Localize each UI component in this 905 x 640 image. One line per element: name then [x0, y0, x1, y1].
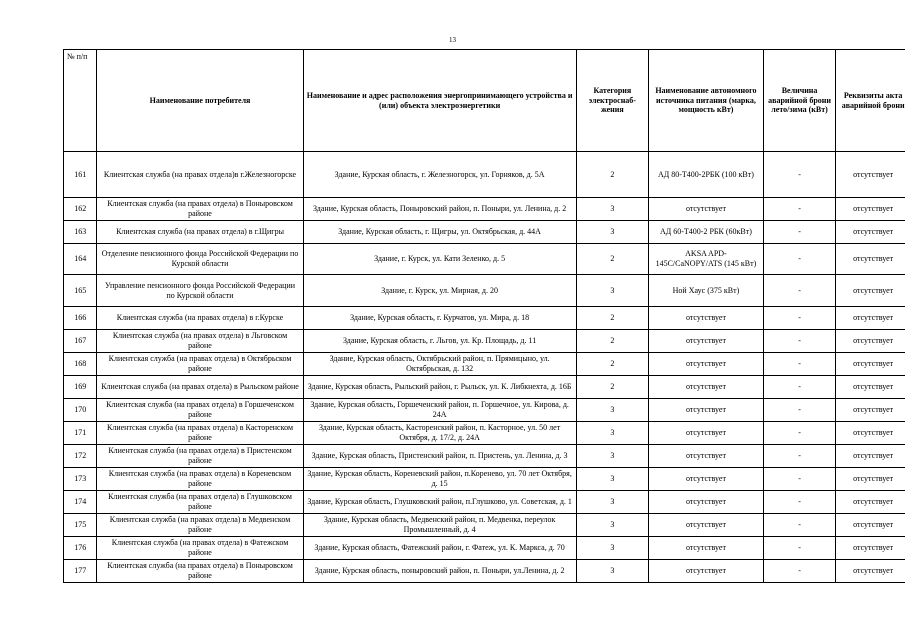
supply-category: 2 [576, 152, 648, 198]
power-source: АД 60-Т400-2 РБК (60кВт) [649, 221, 764, 244]
header-reserve: Величина аварийной брони лето/зима (кВт) [763, 50, 835, 152]
row-number: 172 [64, 445, 97, 468]
consumer-name: Клиентская служба (на правах отдела) в Поныровском районе [97, 198, 303, 221]
power-source: отсутствует [649, 376, 764, 399]
row-number: 166 [64, 307, 97, 330]
reserve-act-details: отсутствует [836, 307, 905, 330]
object-address: Здание, Курская область, г. Щигры, ул. Октябрьская, д. 44А [303, 221, 576, 244]
reserve-act-details: отсутствует [836, 198, 905, 221]
consumer-name: Клиентская служба (на правах отдела) в Кореневском районе [97, 468, 303, 491]
emergency-reserve: - [763, 221, 835, 244]
row-number: 176 [64, 537, 97, 560]
consumer-registry-table [63, 49, 905, 583]
row-number: 168 [64, 353, 97, 376]
power-source: отсутствует [649, 537, 764, 560]
emergency-reserve: - [763, 198, 835, 221]
power-source: отсутствует [649, 353, 764, 376]
table-row [64, 307, 905, 330]
power-source: отсутствует [649, 445, 764, 468]
consumer-name: Клиентская служба (на правах отдела)в г.Железногорске [97, 152, 303, 198]
row-number: 163 [64, 221, 97, 244]
consumer-name: Клиентская служба (на правах отдела) в Октябрьском районе [97, 353, 303, 376]
supply-category: 3 [576, 198, 648, 221]
table-row [64, 244, 905, 275]
consumer-name: Клиентская служба (на правах отдела) в Касторенском районе [97, 422, 303, 445]
reserve-act-details: отсутствует [836, 537, 905, 560]
emergency-reserve: - [763, 307, 835, 330]
emergency-reserve: - [763, 468, 835, 491]
row-number: 177 [64, 560, 97, 583]
consumer-name: Клиентская служба (на правах отдела) в Фатежском районе [97, 537, 303, 560]
object-address: Здание, Курская область, Рыльский район, г. Рыльск, ул. К. Либкнехта, д. 16Б [303, 376, 576, 399]
emergency-reserve: - [763, 353, 835, 376]
row-number: 174 [64, 491, 97, 514]
object-address: Здание, Курская область, г. Льгов, ул. Кр. Площадь, д. 11 [303, 330, 576, 353]
object-address: Здание, Курская область, Касторенский район, п. Касторное, ул. 50 лет Октября, д. 17/2, д. 24А [303, 422, 576, 445]
header-act: Реквизиты акта аварийной брони [836, 50, 905, 152]
object-address: Здание, Курская область, г. Железногорск, ул. Горняков, д. 5А [303, 152, 576, 198]
reserve-act-details: отсутствует [836, 560, 905, 583]
supply-category: 3 [576, 468, 648, 491]
supply-category: 2 [576, 376, 648, 399]
object-address: Здание, Курская область, Фатежский район, г. Фатеж, ул. К. Маркса, д. 70 [303, 537, 576, 560]
page-number: 13 [449, 36, 456, 44]
table-row [64, 198, 905, 221]
consumer-name: Клиентская служба (на правах отдела) в Глушковском районе [97, 491, 303, 514]
supply-category: 2 [576, 330, 648, 353]
object-address: Здание, Курская область, поныровский район, п. Поныри, ул.Ленина, д. 2 [303, 560, 576, 583]
power-source: Ной Хаус (375 кВт) [649, 275, 764, 307]
table-row [64, 152, 905, 198]
consumer-name: Клиентская служба (на правах отдела) в г.Курске [97, 307, 303, 330]
row-number: 167 [64, 330, 97, 353]
supply-category: 3 [576, 275, 648, 307]
power-source: АД 80-Т400-2РБК (100 кВт) [649, 152, 764, 198]
row-number: 173 [64, 468, 97, 491]
object-address: Здание, Курская область, г. Курчатов, ул. Мира, д. 18 [303, 307, 576, 330]
row-number: 161 [64, 152, 97, 198]
emergency-reserve: - [763, 422, 835, 445]
header-number: № п/п [64, 50, 97, 152]
emergency-reserve: - [763, 537, 835, 560]
supply-category: 3 [576, 221, 648, 244]
table-row [64, 560, 905, 583]
supply-category: 3 [576, 514, 648, 537]
table-row [64, 422, 905, 445]
table-row [64, 468, 905, 491]
object-address: Здание, Курская область, Медвенский район, п. Медвенка, переулок Промышленный, д. 4 [303, 514, 576, 537]
object-address: Здание, Курская область, Горшеченский район, п. Горшечное, ул. Кирова, д. 24А [303, 399, 576, 422]
table-row [64, 537, 905, 560]
table-row [64, 221, 905, 244]
consumer-name: Клиентская служба (на правах отдела) в Горшеченском районе [97, 399, 303, 422]
reserve-act-details: отсутствует [836, 353, 905, 376]
supply-category: 3 [576, 491, 648, 514]
consumer-name: Клиентская служба (на правах отдела) в Пристенском районе [97, 445, 303, 468]
consumer-name: Клиентская служба (на правах отдела) в Медвенском районе [97, 514, 303, 537]
reserve-act-details: отсутствует [836, 445, 905, 468]
supply-category: 2 [576, 244, 648, 275]
reserve-act-details: отсутствует [836, 399, 905, 422]
object-address: Здание, Курская область, Октябрьский район, п. Прямицыно, ул. Октябрьская, д. 132 [303, 353, 576, 376]
reserve-act-details: отсутствует [836, 468, 905, 491]
header-address: Наименование и адрес расположения энергопринимающего устройства и (или) объекта электроэнергетики [303, 50, 576, 152]
table-header [64, 50, 905, 152]
emergency-reserve: - [763, 560, 835, 583]
consumer-name: Отделение пенсионного фонда Российской Федерации по Курской области [97, 244, 303, 275]
supply-category: 3 [576, 560, 648, 583]
emergency-reserve: - [763, 514, 835, 537]
table-row [64, 275, 905, 307]
emergency-reserve: - [763, 152, 835, 198]
reserve-act-details: отсутствует [836, 152, 905, 198]
reserve-act-details: отсутствует [836, 422, 905, 445]
table-row [64, 330, 905, 353]
power-source: отсутствует [649, 560, 764, 583]
header-source: Наименование автономного источника питания (марка, мощность кВт) [649, 50, 764, 152]
reserve-act-details: отсутствует [836, 275, 905, 307]
header-consumer: Наименование потребителя [97, 50, 303, 152]
emergency-reserve: - [763, 244, 835, 275]
emergency-reserve: - [763, 275, 835, 307]
row-number: 162 [64, 198, 97, 221]
row-number: 171 [64, 422, 97, 445]
table-row [64, 399, 905, 422]
supply-category: 3 [576, 399, 648, 422]
object-address: Здание, Курская область, Глушковский район, п.Глушково, ул. Советская, д. 1 [303, 491, 576, 514]
table-row [64, 376, 905, 399]
object-address: Здание, Курская область, Пристенский район, п. Пристень, ул. Ленина, д. 3 [303, 445, 576, 468]
object-address: Здание, Курская область, Кореневский район, п.Коренево, ул. 70 лет Октября, д. 15 [303, 468, 576, 491]
supply-category: 3 [576, 537, 648, 560]
reserve-act-details: отсутствует [836, 376, 905, 399]
power-source: отсутствует [649, 491, 764, 514]
reserve-act-details: отсутствует [836, 491, 905, 514]
supply-category: 3 [576, 422, 648, 445]
table-row [64, 353, 905, 376]
power-source: отсутствует [649, 399, 764, 422]
power-source: отсутствует [649, 307, 764, 330]
table-row [64, 445, 905, 468]
emergency-reserve: - [763, 376, 835, 399]
row-number: 164 [64, 244, 97, 275]
object-address: Здание, г. Курск, ул. Кати Зеленко, д. 5 [303, 244, 576, 275]
row-number: 165 [64, 275, 97, 307]
reserve-act-details: отсутствует [836, 221, 905, 244]
table-row [64, 514, 905, 537]
consumer-name: Управление пенсионного фонда Российской Федерации по Курской области [97, 275, 303, 307]
header-category: Категория электроснаб-жения [576, 50, 648, 152]
table-body [64, 152, 905, 583]
row-number: 175 [64, 514, 97, 537]
emergency-reserve: - [763, 399, 835, 422]
supply-category: 2 [576, 307, 648, 330]
supply-category: 2 [576, 353, 648, 376]
row-number: 170 [64, 399, 97, 422]
supply-category: 3 [576, 445, 648, 468]
emergency-reserve: - [763, 445, 835, 468]
reserve-act-details: отсутствует [836, 514, 905, 537]
power-source: отсутствует [649, 198, 764, 221]
power-source: AKSA APD-145C/CaNOPY/ATS (145 кВт) [649, 244, 764, 275]
emergency-reserve: - [763, 330, 835, 353]
table-row [64, 491, 905, 514]
emergency-reserve: - [763, 491, 835, 514]
reserve-act-details: отсутствует [836, 244, 905, 275]
power-source: отсутствует [649, 330, 764, 353]
consumer-name: Клиентская служба (на правах отдела) в Льговском районе [97, 330, 303, 353]
consumer-name: Клиентская служба (на правах отдела) в г.Щигры [97, 221, 303, 244]
power-source: отсутствует [649, 468, 764, 491]
row-number: 169 [64, 376, 97, 399]
reserve-act-details: отсутствует [836, 330, 905, 353]
object-address: Здание, Курская область, Поныровский район, п. Поныри, ул. Ленина, д. 2 [303, 198, 576, 221]
object-address: Здание, г. Курск, ул. Мирная, д. 20 [303, 275, 576, 307]
power-source: отсутствует [649, 514, 764, 537]
power-source: отсутствует [649, 422, 764, 445]
consumer-name: Клиентская служба (на правах отдела) в Поныровском районе [97, 560, 303, 583]
consumer-name: Клиентская служба (на правах отдела) в Рыльском районе [97, 376, 303, 399]
